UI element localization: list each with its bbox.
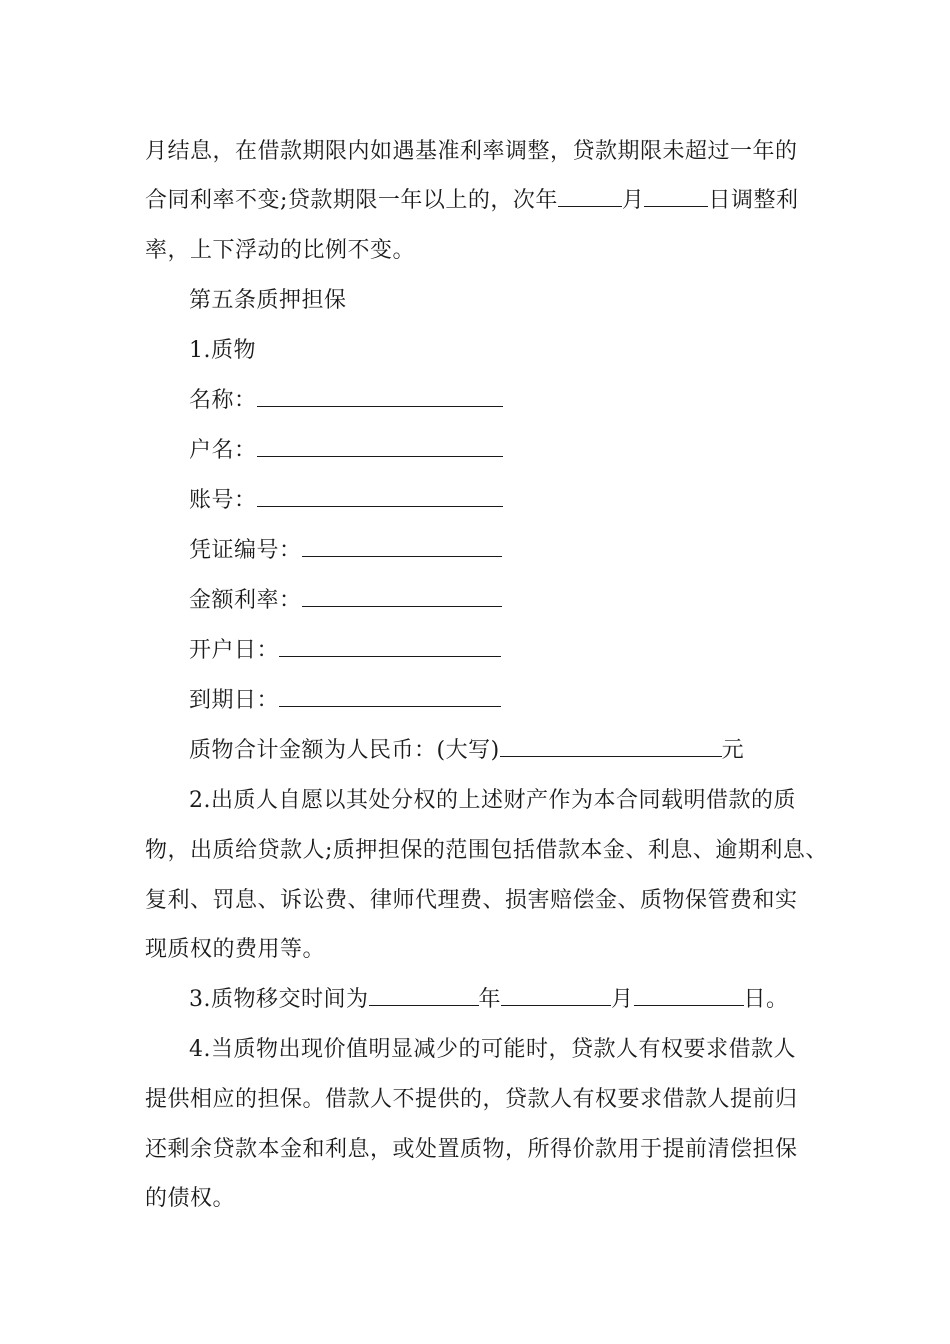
text-span: 日调整利 (708, 188, 799, 213)
rate-paragraph-line-2 (145, 186, 798, 216)
item4-line-1 (189, 1035, 796, 1065)
field-name (189, 386, 503, 416)
blank-due-date (279, 686, 501, 707)
field-label: 开户日： (189, 638, 280, 663)
field-due-date (189, 686, 501, 716)
item2-line-4 (145, 935, 325, 965)
field-amount-rate (189, 586, 502, 616)
field-label: 凭证编号： (189, 538, 302, 563)
blank-voucher-number (302, 536, 502, 557)
text-span: 复利、罚息、诉讼费、律师代理费、损害赔偿金、质物保管费和实 (145, 888, 798, 913)
item4-line-2 (145, 1085, 798, 1115)
field-account-number (189, 486, 503, 516)
rate-paragraph-line-1 (145, 137, 798, 167)
item2-line-2 (145, 836, 828, 866)
blank-total-amount (500, 736, 722, 757)
text-span: 率，上下浮动的比例不变。 (145, 238, 416, 263)
text-span: 月结息，在借款期限内如遇基准利率调整，贷款期限未超过一年的 (145, 139, 798, 164)
item1-heading (189, 336, 256, 366)
text-span: 物，出质给贷款人;质押担保的范围包括借款本金、利息、逾期利息、 (145, 838, 828, 863)
blank-day (634, 985, 744, 1006)
text-span: 2.出质人自愿以其处分权的上述财产作为本合同载明借款的质 (189, 788, 796, 813)
field-voucher-number (189, 536, 502, 566)
article-five-heading (189, 286, 347, 316)
text-span: 4.当质物出现价值明显减少的可能时，贷款人有权要求借款人 (189, 1037, 796, 1062)
text-span: 月 (611, 987, 634, 1012)
text-span: 年 (478, 987, 502, 1012)
field-label: 到期日： (189, 688, 280, 713)
blank-account-number (257, 486, 503, 507)
blank-year (369, 985, 479, 1006)
blank-open-date (279, 636, 501, 657)
item2-line-1 (189, 786, 796, 816)
blank-account-name (257, 436, 503, 457)
text-span: 3.质物移交时间为 (189, 987, 369, 1012)
blank-month (501, 985, 611, 1006)
field-label: 名称： (189, 388, 257, 413)
text-span: 1.质物 (189, 338, 256, 363)
text-span: 还剩余贷款本金和利息，或处置质物，所得价款用于提前清偿担保 (145, 1137, 798, 1162)
item4-line-4 (145, 1184, 235, 1214)
text-span: 月 (621, 188, 645, 213)
blank-amount-rate (302, 586, 502, 607)
total-amount-line (189, 736, 744, 766)
text-span: 质物合计金额为人民币：(大写) (189, 738, 500, 763)
field-label: 金额利率： (189, 588, 302, 613)
item4-line-3 (145, 1135, 798, 1165)
blank-month (558, 186, 622, 207)
field-open-date (189, 636, 501, 666)
text-span: 日。 (743, 987, 789, 1012)
blank-day (644, 186, 708, 207)
field-label: 账号： (189, 488, 257, 513)
item3-line (189, 985, 789, 1015)
text-span: 提供相应的担保。借款人不提供的，贷款人有权要求借款人提前归 (145, 1087, 798, 1112)
text-span: 的债权。 (145, 1186, 236, 1211)
blank-name (257, 386, 503, 407)
text-span: 第五条质押担保 (189, 288, 347, 313)
field-account-name (189, 436, 503, 466)
text-span: 合同利率不变;贷款期限一年以上的，次年 (145, 188, 558, 213)
text-span: 元 (721, 738, 745, 763)
field-label: 户名： (189, 438, 257, 463)
text-span: 现质权的费用等。 (145, 937, 326, 962)
item2-line-3 (145, 886, 798, 916)
rate-paragraph-line-3 (145, 236, 415, 266)
